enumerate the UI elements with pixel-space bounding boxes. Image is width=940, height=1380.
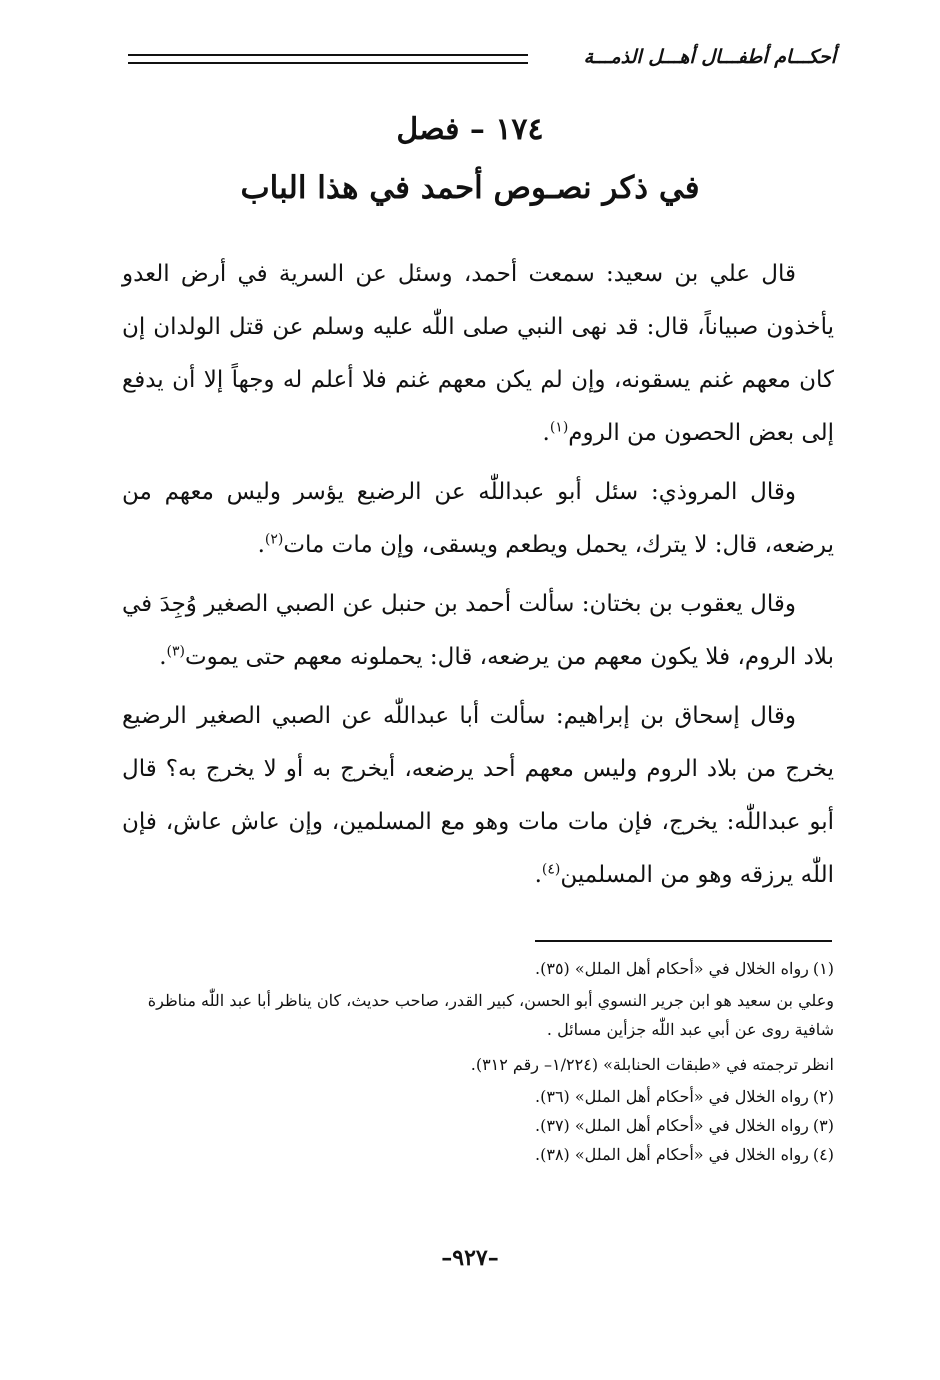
footnote-number: (١) bbox=[812, 959, 834, 978]
footnote-1 bbox=[118, 954, 834, 983]
footnote-4 bbox=[118, 1140, 834, 1169]
paragraph-text: وقال يعقوب بن بختان: سألت أحمد بن حنبل عن الصبي الصغير وُجِدَ في بلاد الروم، فلا يكون معهم من يرضعه، قال: يحملونه معهم حتى يموت bbox=[122, 591, 834, 670]
footnote-3 bbox=[118, 1111, 834, 1140]
chapter-title: في ذكر نصـوص أحمد في هذا الباب bbox=[240, 170, 700, 206]
footnote-ref: (٣) bbox=[166, 643, 185, 660]
footnote-text: رواه الخلال في «أحكام أهل الملل» (٣٦). bbox=[535, 1087, 809, 1106]
paragraph-text: قال علي بن سعيد: سمعت أحمد، وسئل عن السرية في أرض العدو يأخذون صبياناً، قال: قد نهى النبي صلى اللّٰه عليه وسلم عن قتل الولدان إن كان معهم غنم يسقونه، وإن لم يكن معهم غنم فلا أعلم له وجهاً إلا أن يدفع إلى بعض الحصون من الروم bbox=[122, 261, 834, 446]
running-head-title: أحكـــام أطفـــال أهـــل الذمـــة bbox=[583, 46, 836, 68]
paragraph: وقال المروذي: سئل أبو عبداللّٰه عن الرضيع يؤسر وليس معهم من يرضعه، قال: لا يترك، يحمل ويطعم ويسقى، وإن مات مات$^{(٢)}$. bbox=[122, 479, 834, 558]
footnote-number: (٣) bbox=[812, 1116, 834, 1135]
running-head-rule-top bbox=[128, 54, 528, 56]
footnote-ref: (٢) bbox=[264, 531, 284, 548]
footnote-text: رواه الخلال في «أحكام أهل الملل» (٣٧). bbox=[535, 1116, 809, 1135]
paragraph: وقال يعقوب بن بختان: سألت أحمد بن حنبل عن الصبي الصغير وُجِدَ في بلاد الروم، فلا يكون معهم من يرضعه، قال: يحملونه معهم حتى يموت$^{(٣)}$. bbox=[122, 591, 834, 670]
footnote-1-note: وعلي بن سعيد هو ابن جرير النسوي أبو الحسن، كبير القدر، صاحب حديث، كان يناظر أبا عبد اللّٰه مناظرة شافية روى عن أبي عبد اللّٰه جزأين مسائل . bbox=[147, 991, 834, 1039]
running-head-rule-bottom bbox=[128, 62, 528, 64]
footnote-number: (٢) bbox=[812, 1087, 834, 1106]
footnote-text: رواه الخلال في «أحكام أهل الملل» (٣٥). bbox=[535, 959, 809, 978]
footnotes bbox=[118, 954, 834, 1169]
running-head bbox=[128, 40, 836, 80]
paragraph-text: وقال المروذي: سئل أبو عبداللّٰه عن الرضيع يؤسر وليس معهم من يرضعه، قال: لا يترك، يحمل ويطعم ويسقى، وإن مات مات bbox=[122, 479, 834, 558]
paragraph-text: وقال إسحاق بن إبراهيم: سألت أبا عبداللّٰه عن الصبي الصغير الرضيع يخرج من بلاد الروم وليس معهم أحد يرضعه، أيخرج به أو لا يخرج به؟ قال أبو عبداللّٰه: يخرج، فإن مات مات وهو مع المسلمين، وإن عاش عاش، فإن اللّٰه يرزقه وهو من المسلمين bbox=[122, 703, 834, 888]
paragraph: قال علي بن سعيد: سمعت أحمد، وسئل عن السرية في أرض العدو يأخذون صبياناً، قال: قد نهى النبي صلى اللّٰه عليه وسلم عن قتل الولدان إن كان معهم غنم يسقونه، وإن لم يكن معهم غنم فلا أعلم له وجهاً إلا أن يدفع إلى بعض الحصون من الروم$^{(١)}$. bbox=[122, 261, 834, 446]
footnote-ref: (١) bbox=[549, 419, 569, 436]
chapter-number: ١٧٤ – فصل bbox=[396, 112, 544, 147]
footnote-separator bbox=[535, 940, 832, 942]
body-text bbox=[122, 248, 834, 908]
footnote-1-reference: انظر ترجمته في «طبقات الحنابلة» (١/٢٢٤– رقم ٣١٢). bbox=[470, 1055, 834, 1074]
footnote-ref: (٤) bbox=[541, 861, 561, 878]
footnote-text: رواه الخلال في «أحكام أهل الملل» (٣٨). bbox=[535, 1145, 809, 1164]
footnote-2 bbox=[118, 1082, 834, 1111]
paragraph: وقال إسحاق بن إبراهيم: سألت أبا عبداللّٰه عن الصبي الصغير الرضيع يخرج من بلاد الروم وليس معهم أحد يرضعه، أيخرج به أو لا يخرج به؟ قال أبو عبداللّٰه: يخرج، فإن مات مات وهو مع المسلمين، وإن عاش عاش، فإن اللّٰه يرزقه وهو من المسلمين$^{(٤)}$. bbox=[122, 703, 834, 888]
page-number: –٩٢٧– bbox=[441, 1245, 499, 1271]
footnote-number: (٤) bbox=[812, 1145, 834, 1164]
